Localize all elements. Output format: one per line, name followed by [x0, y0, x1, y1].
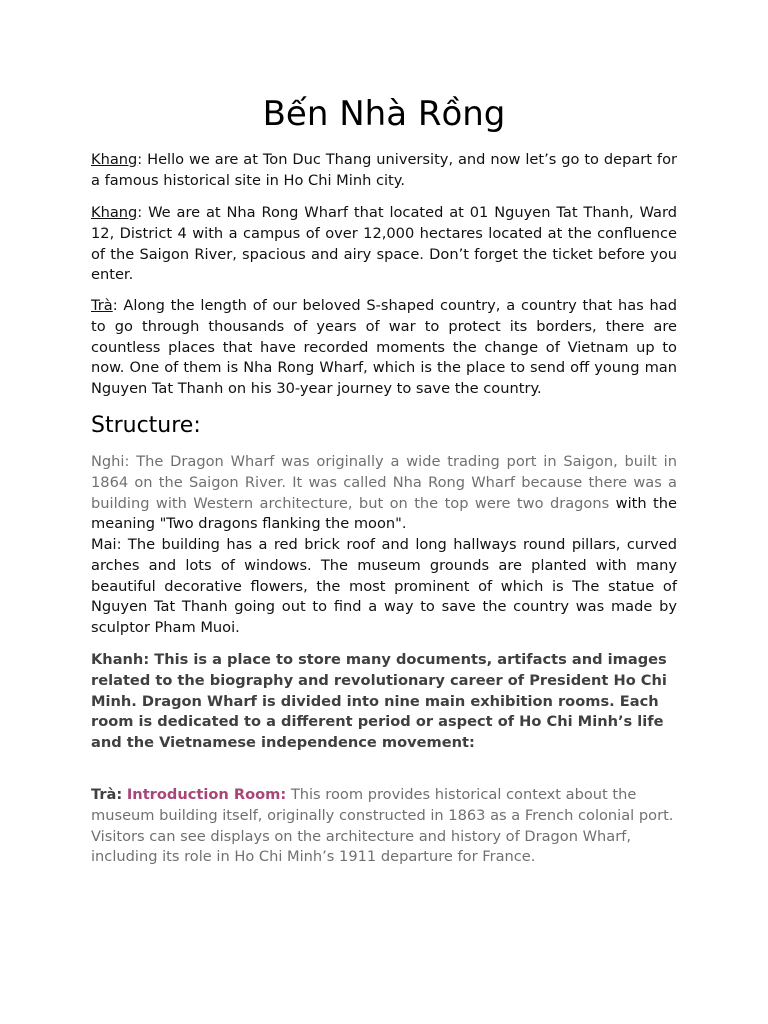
mai-text: Mai: The building has a red brick roof and long hallways round pillars, curved arches and lots of windows. The museum grounds are planted with many beautiful decorative flowers, the most prominent of which is The statue of Nguyen Tat Thanh going out to find a way to save the country was made by sculptor Pham Muoi.: [91, 536, 677, 637]
paragraph-khanh: [91, 650, 677, 754]
document-title: Bến Nhà Rồng: [262, 94, 506, 134]
speaker-name: Trà:: [91, 786, 123, 803]
paragraph-text: : We are at Nha Rong Wharf that located at 01 Nguyen Tat Thanh, Ward 12, District 4 with a campus of over 12,000 hectares located at the confluence of the Saigon River, spacious and airy space. Don’t forget the ticket before you enter.: [91, 204, 677, 284]
paragraph-text: : Hello we are at Ton Duc Thang university, and now let’s go to depart for a famous historical site in Ho Chi Minh city.: [91, 151, 677, 189]
structure-heading: Structure:: [91, 413, 201, 438]
paragraph-khang-location: [91, 203, 677, 286]
speaker-name: Khang: [91, 204, 138, 221]
paragraph-tra-introduction-room: [91, 785, 677, 868]
nghi-muted-text: Nghi: The Dragon Wharf was originally a wide trading port in Saigon, built in 1864 on the Saigon River. It was called Nha Rong Wharf because there was a building with Western architecture, but on the top were two dragons: [91, 453, 677, 512]
paragraph-mai: [91, 535, 677, 639]
paragraph-tra-history: [91, 296, 677, 400]
paragraph-nghi: [91, 452, 677, 535]
speaker-name: Khang: [91, 151, 138, 168]
speaker-name: Trà: [91, 297, 113, 314]
room-name: Introduction Room:: [126, 786, 287, 803]
paragraph-text: : Along the length of our beloved S-shaped country, a country that has had to go through thousands of years of war to protect its borders, there are countless places that have recorded moments the change of Vietnam up to now. One of them is Nha Rong Wharf, which is the place to send off young man Nguyen Tat Thanh on his 30-year journey to save the country.: [91, 297, 677, 398]
paragraph-khang-intro: [91, 150, 677, 192]
nghi-dark-text: with the meaning "Two dragons flanking the moon".: [91, 494, 677, 533]
room-description: This room provides historical context about the museum building itself, originally constructed in 1863 as a French colonial port. Visitors can see displays on the architecture and history of Dragon Wharf, including its role in Ho Chi Minh’s 1911 departure for France.: [91, 786, 674, 866]
khanh-text: Khanh: This is a place to store many documents, artifacts and images related to the biography and revolutionary career of President Ho Chi Minh. Dragon Wharf is divided into nine main exhibition rooms. Each room is dedicated to a different period or aspect of Ho Chi Minh’s life and the Vietnamese independence movement:: [91, 651, 667, 752]
